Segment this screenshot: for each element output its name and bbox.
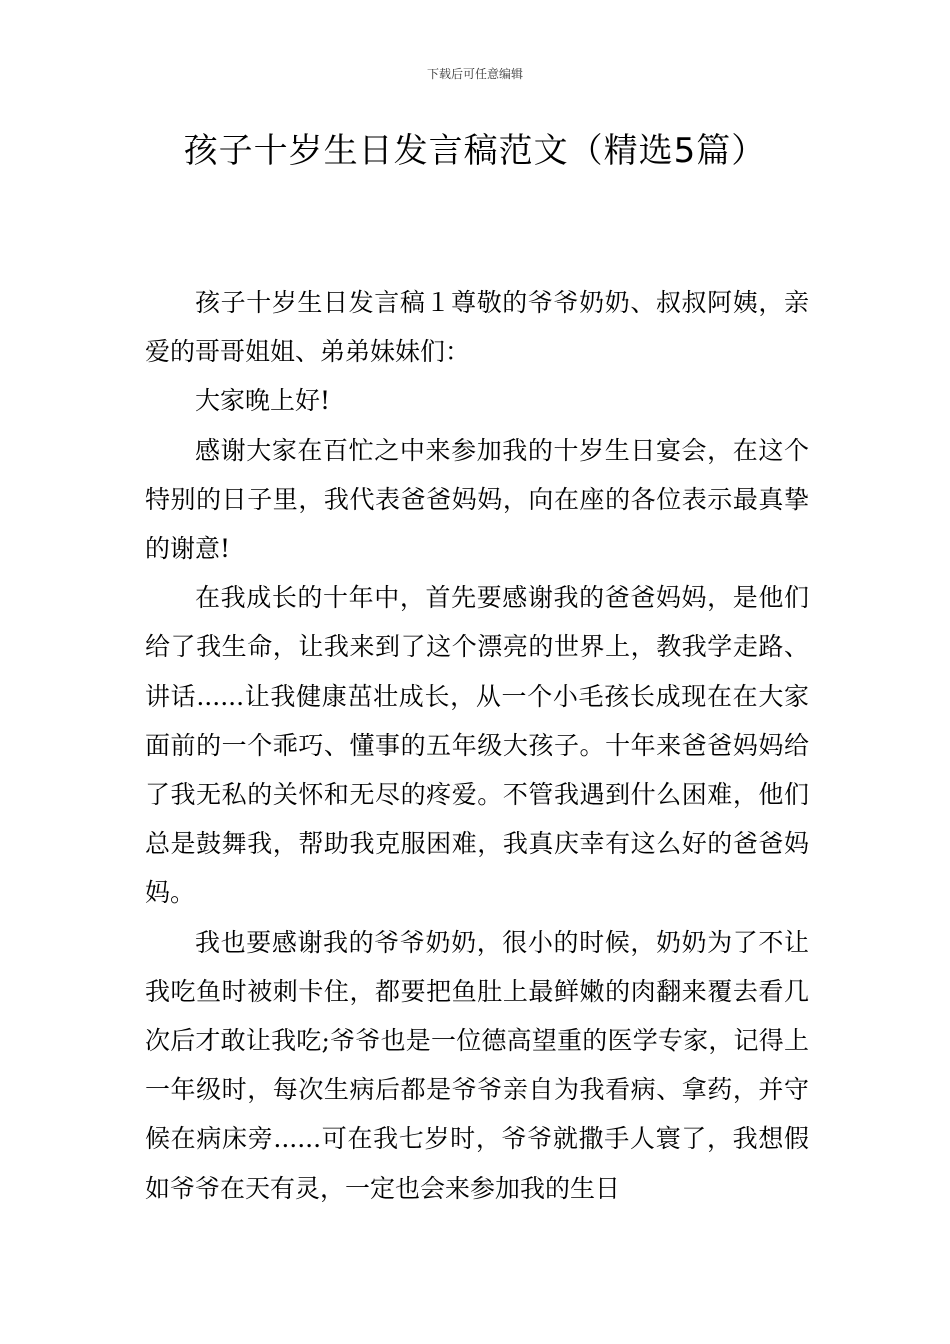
page-title: 孩子十岁生日发言稿范文（精选5篇） xyxy=(183,131,767,171)
paragraph-2: 大家晚上好! xyxy=(195,386,331,416)
paragraph-4: 在我成长的十年中，首先要感谢我的爸爸妈妈，是他们给了我生命，让我来到了这个漂亮的世界上，教我学走路、讲话......让我健康茁壮成长，从一个小毛孩长成现在在大家面前的一个乖巧、懂事的五年级大孩子。十年来爸爸妈妈给了我无私的关怀和无尽的疼爱。不管我遇到什么困难，他们总是鼓舞我，帮助我克服困难，我真庆幸有这么好的爸爸妈妈。 xyxy=(145,583,809,908)
page-header-note: 下载后可任意编辑 xyxy=(426,67,523,81)
paragraph-1: 孩子十岁生日发言稿１尊敬的爷爷奶奶、叔叔阿姨，亲爱的哥哥姐姐、弟弟妹妹们： xyxy=(145,288,809,367)
paragraph-3: 感谢大家在百忙之中来参加我的十岁生日宴会，在这个特别的日子里，我代表爸爸妈妈，向在座的各位表示最真挚的谢意! xyxy=(145,435,809,564)
document-body xyxy=(145,278,809,1213)
paragraph-5: 我也要感谢我的爷爷奶奶，很小的时候，奶奶为了不让我吃鱼时被刺卡住，都要把鱼肚上最鲜嫩的肉翻来覆去看几次后才敢让我吃;爷爷也是一位德高望重的医学专家，记得上一年级时，每次生病后都是爷爷亲自为我看病、拿药，并守候在病床旁......可在我七岁时，爷爷就撒手人寰了，我想假如爷爷在天有灵，一定也会来参加我的生日 xyxy=(145,927,809,1203)
